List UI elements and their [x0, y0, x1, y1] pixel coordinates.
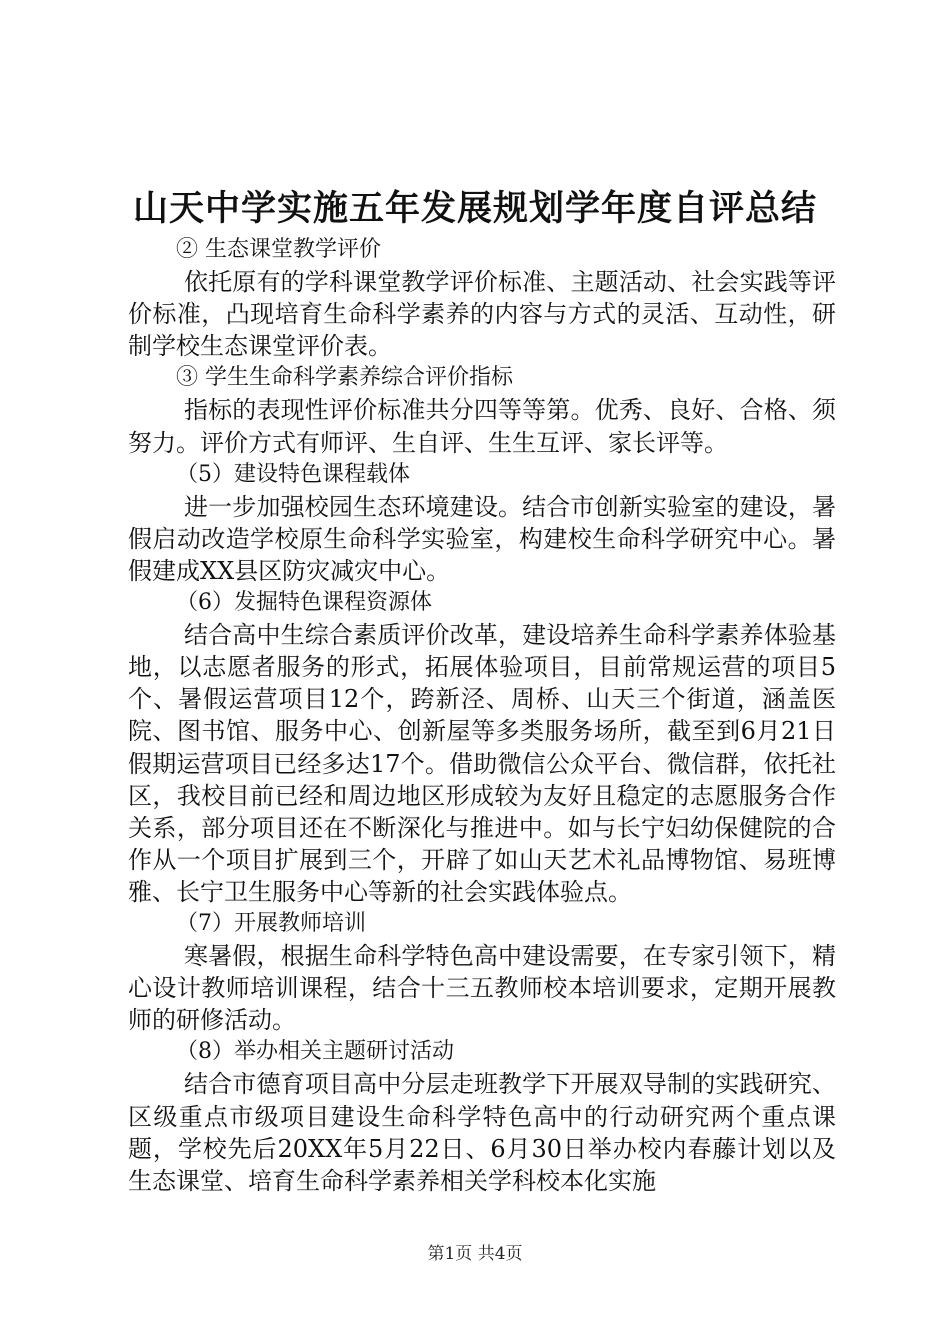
body-paragraph: 进一步加强校园生态环境建设。结合市创新实验室的建设，暑假启动改造学校原生命科学实验室，构建校生命科学研究中心。暑假建成XX县区防灾减灾中心。: [128, 492, 836, 585]
document-title: 山天中学实施五年发展规划学年度自评总结: [132, 188, 817, 229]
section-heading: （6）发掘特色课程资源体: [176, 590, 432, 616]
body-paragraph: 结合高中生综合素质评价改革，建设培养生命科学素养体验基地，以志愿者服务的形式，拓展体验项目，目前常规运营的项目5个、暑假运营项目12个，跨新泾、周桥、山天三个街道，涵盖医院、图书馆、服务中心、创新屋等多类服务场所，截至到6月21日假期运营项目已经多达17个。借助微信公众平台、微信群，依托社区，我校目前已经和周边地区形成较为友好且稳定的志愿服务合作关系，部分项目还在不断深化与推进中。如与长宁妇幼保健院的合作从一个项目扩展到三个，开辟了如山天艺术礼品博物馆、易班博雅、长宁卫生服务中心等新的社会实践体验点。: [128, 621, 836, 906]
body-paragraph: 结合市德育项目高中分层走班教学下开展双导制的实践研究、区级重点市级项目建设生命科学特色高中的行动研究两个重点课题，学校先后20XX年5月22日、6月30日举办校内春藤计划以及生态课堂、培育生命科学素养相关学科校本化实施: [128, 1070, 836, 1195]
body-paragraph: 指标的表现性评价标准共分四等等第。优秀、良好、合格、须努力。评价方式有师评、生自评、生生互评、家长评等。: [128, 396, 836, 457]
body-paragraph: 寒暑假，根据生命科学特色高中建设需要，在专家引领下，精心设计教师培训课程，结合十三五教师校本培训要求，定期开展教师的研修活动。: [128, 942, 836, 1035]
page-footer: 第1页 共4页: [427, 1244, 523, 1264]
section-heading: （8）举办相关主题研讨活动: [176, 1039, 454, 1065]
section-heading: （7）开展教师培训: [176, 910, 366, 936]
section-heading: （5）建设特色课程载体: [176, 461, 410, 487]
body-paragraph: 依托原有的学科课堂教学评价标准、主题活动、社会实践等评价标准，凸现培育生命科学素养的内容与方式的灵活、互动性，研制学校生态课堂评价表。: [128, 268, 836, 361]
document-body: [128, 234, 836, 1197]
section-heading: ② 生态课堂教学评价: [176, 237, 381, 262]
section-heading: ③ 学生生命科学素养综合评价指标: [176, 365, 513, 391]
